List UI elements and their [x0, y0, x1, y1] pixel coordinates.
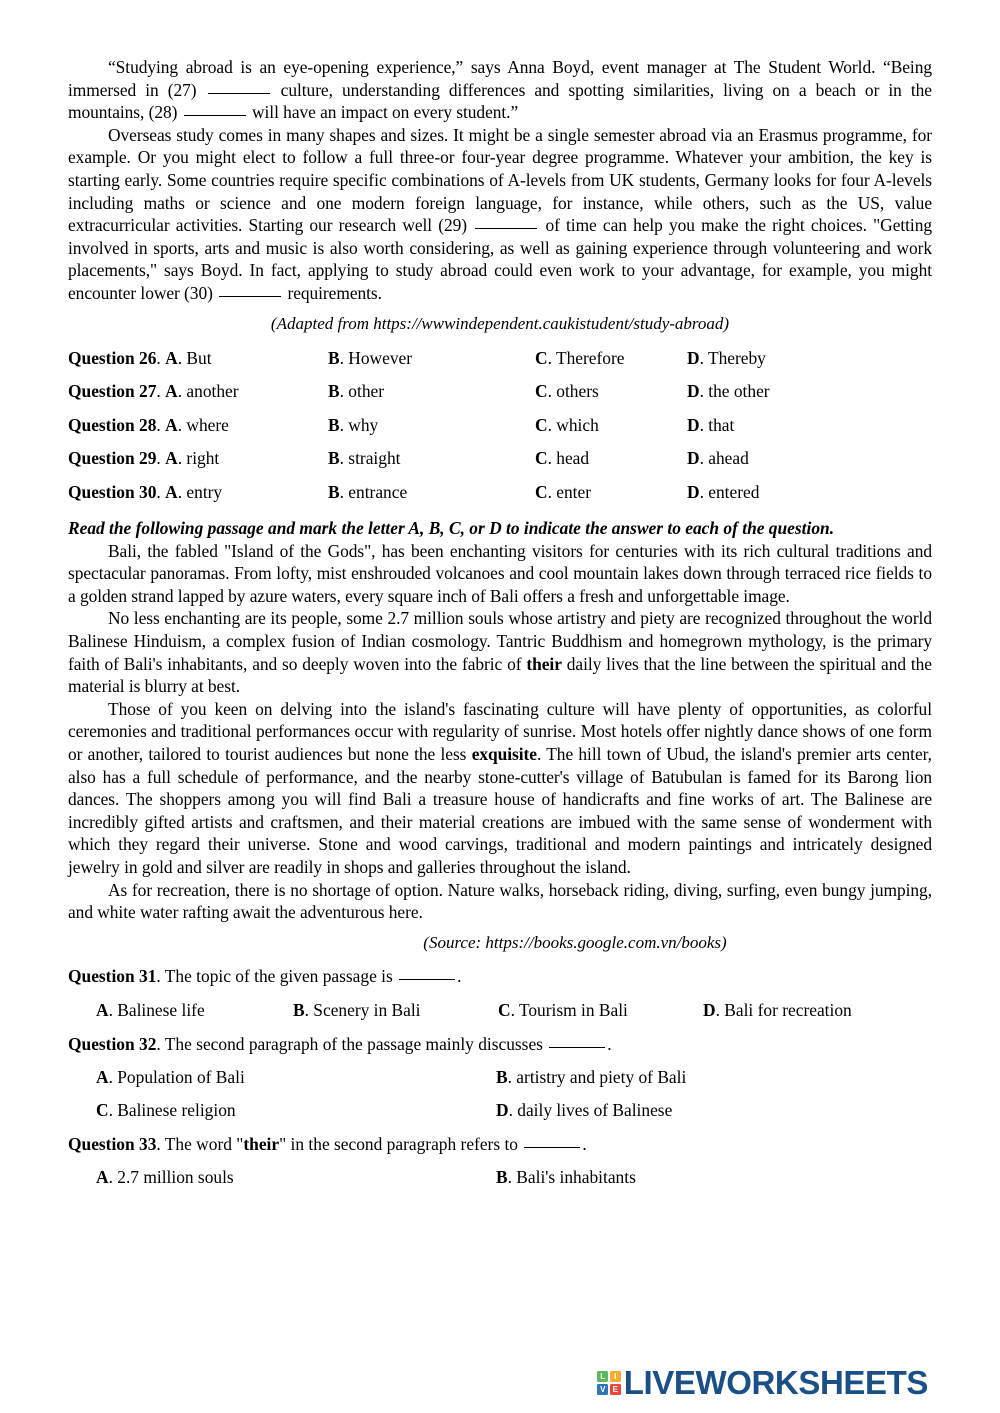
q29-option-c-letter: C	[535, 448, 548, 469]
blank-30	[219, 296, 281, 297]
q30-option-c-letter: C	[535, 481, 548, 502]
q32-option-c-text: . Balinese religion	[108, 1099, 236, 1120]
q31-option-b[interactable]	[293, 999, 498, 1021]
q31-label: Question 31	[68, 965, 157, 986]
passage2-par3-text-a: Those of you keen on delving into the island's fascinating culture will have plenty of opportunities, as colorful ceremonies and traditional performances occur with regularity of sunrise. Most hotels offer nightly dance shows of one form or another, tailored to tourist audiences but none the less	[68, 698, 932, 764]
q28-option-c-text: . which	[547, 414, 599, 435]
liveworksheets-logo-tiles	[597, 1371, 621, 1395]
q33-label: Question 33	[68, 1133, 157, 1154]
question-32-options-row-2[interactable]	[68, 1099, 932, 1121]
q31-option-c-letter: C	[498, 999, 511, 1020]
q33-option-b-letter: B	[496, 1166, 508, 1187]
q27-option-d-letter: D	[687, 381, 700, 402]
q27-option-c-letter: C	[535, 381, 548, 402]
blank-29	[475, 228, 537, 229]
q26-option-a-text: . But	[177, 347, 212, 368]
blank-q33	[524, 1147, 580, 1148]
question-row-29[interactable]	[68, 442, 932, 476]
logo-tile-l: L	[597, 1371, 608, 1382]
passage2-par2-bold-their: their	[526, 653, 562, 674]
q32-option-c-letter: C	[96, 1099, 109, 1120]
passage1-par2-text-b: of time can help you make the right choices. "Getting involved in sports, arts and music is also worth considering, as well as gaining experience through volunteering and work placements," says Boyd. In fact, applying to study abroad could even work to your advantage, for example, you might encounter lower (30)	[68, 215, 932, 303]
q30-option-c-text: . enter	[547, 481, 592, 502]
question-row-28[interactable]	[68, 409, 932, 443]
blank-q32	[549, 1047, 605, 1048]
q28-option-d-text: . that	[699, 414, 735, 435]
question-33-stem	[68, 1133, 932, 1155]
q26-option-d-text: . Thereby	[699, 347, 766, 368]
passage2-par2-text-a: No less enchanting are its people, some 2.7 million souls whose artistry and piety are recognized throughout the world Balinese Hinduism, a complex fusion of Indian cosmology. Tantric Buddhism and homegrown mythology, is the primary faith of Bali's inhabitants, and so deeply woven into the fabric of	[68, 608, 932, 674]
q27-option-c-text: . others	[547, 381, 599, 402]
q30-option-d-letter: D	[687, 481, 700, 502]
q31-option-b-letter: B	[293, 999, 305, 1020]
passage2-paragraph-1: Bali, the fabled "Island of the Gods", has been enchanting visitors for centuries with its rich cultural traditions and spectacular panoramas. From lofty, mist enshrouded volcanoes and cool mountain lakes down through terraced rice fields to a golden strand lapped by azure waters, every square inch of Bali offers a fresh and unforgettable image.	[68, 540, 932, 606]
q31-option-c[interactable]	[498, 999, 703, 1021]
question-33-options-row-1[interactable]	[68, 1166, 932, 1188]
q33-option-a-letter: A	[96, 1166, 109, 1187]
q28-option-b-text: . why	[339, 414, 379, 435]
q30-option-a-letter: A	[165, 481, 178, 502]
passage1-par1-text-c: will have an impact on every student.”	[252, 102, 519, 123]
passage1-par2-text-a: Overseas study comes in many shapes and sizes. It might be a single semester abroad via an Erasmus programme, for example. Or you might elect to follow a full three-or four-year degree programme. Whatever your ambition, the key is starting early. Some countries require specific combinations of A-levels from UK students, Germany looks for four A-levels including maths or science and one modern foreign language, for instance, while others, such as the US, value extracurricular activities. Starting our research well (29)	[68, 124, 932, 236]
logo-tile-e: E	[610, 1384, 621, 1395]
q29-option-a-letter: A	[165, 448, 178, 469]
q31-option-a-text: . Balinese life	[108, 999, 205, 1020]
q32-option-b-text: . artistry and piety of Bali	[507, 1066, 687, 1087]
q26-option-a-letter: A	[165, 347, 178, 368]
q27-number: Question 27	[68, 381, 157, 402]
q29-option-c-text: . head	[547, 448, 590, 469]
q30-sep: .	[156, 481, 161, 502]
question-31-options[interactable]	[68, 999, 932, 1021]
question-31-stem	[68, 965, 932, 987]
q31-stem-a: . The topic of the given passage is	[156, 965, 393, 986]
q33-stem-b: " in the second paragraph refers to	[279, 1133, 518, 1154]
q31-option-c-text: . Tourism in Bali	[510, 999, 628, 1020]
q30-option-b-text: . entrance	[339, 481, 408, 502]
q30-option-a-text: . entry	[177, 481, 223, 502]
blank-q31	[399, 979, 455, 980]
q27-sep: .	[156, 381, 161, 402]
q28-option-a-text: . where	[177, 414, 229, 435]
q28-number: Question 28	[68, 414, 157, 435]
q27-option-a-letter: A	[165, 381, 178, 402]
q29-sep: .	[156, 448, 161, 469]
q28-option-d-letter: D	[687, 414, 700, 435]
q29-option-b-letter: B	[328, 448, 340, 469]
question-row-30[interactable]	[68, 476, 932, 510]
passage2-par3-text-b: . The hill town of Ubud, the island's premier arts center, also has a full schedule of performance, and the nearby stone-cutter's village of Batubulan is famed for its Barong lion dances. The shoppers among you will find Bali a treasure house of handicrafts and fine works of art. The Balinese are incredibly gifted artists and craftsmen, and their material creations are imbued with the same sense of wonderment with which they regard their universe. Stone and wood carvings, traditional and modern paintings and intricately designed jewelry in gold and silver are readily in shops and galleries throughout the island.	[68, 743, 932, 877]
passage2-par2-text-b: daily lives that the line between the spiritual and the material is blurry at best.	[68, 653, 932, 697]
q32-option-d-letter: D	[496, 1099, 509, 1120]
q33-stem-c: .	[582, 1133, 587, 1154]
q31-stem-b: .	[457, 965, 462, 986]
q26-option-b-letter: B	[328, 347, 340, 368]
passage2-paragraph-3	[68, 698, 932, 879]
q32-option-a-text: . Population of Bali	[108, 1066, 245, 1087]
q31-option-d[interactable]	[703, 999, 932, 1021]
q27-option-a-text: . another	[177, 381, 239, 402]
q26-number: Question 26	[68, 347, 157, 368]
liveworksheets-logo[interactable]	[597, 1363, 928, 1403]
passage1-par1-text-b: culture, understanding differences and spotting similarities, living on a beach or in the mountains, (28)	[68, 79, 932, 123]
passage1-source: (Adapted from https://wwwindependent.caukistudent/study-abroad)	[270, 313, 730, 333]
q30-option-b-letter: B	[328, 481, 340, 502]
q32-option-a-letter: A	[96, 1066, 109, 1087]
q32-label: Question 32	[68, 1033, 157, 1054]
q28-sep: .	[156, 414, 161, 435]
passage2-par3-bold-exquisite: exquisite	[471, 743, 537, 764]
q30-option-d-text: . entered	[699, 481, 760, 502]
blank-27	[208, 93, 270, 94]
q31-option-a[interactable]	[96, 999, 293, 1021]
q31-option-b-text: . Scenery in Bali	[304, 999, 421, 1020]
q28-option-b-letter: B	[328, 414, 340, 435]
passage1-par1-text-a: “Studying abroad is an eye-opening experience,” says Anna Boyd, event manager at The Student World. “Being immersed in (27)	[68, 57, 932, 100]
q31-option-a-letter: A	[96, 999, 109, 1020]
q33-stem-a: . The word "	[156, 1133, 244, 1154]
q29-option-b-text: . straight	[339, 448, 401, 469]
q32-option-b-letter: B	[496, 1066, 508, 1087]
q28-option-a-letter: A	[165, 414, 178, 435]
passage1-par2-text-c: requirements.	[287, 282, 382, 303]
q26-option-d-letter: D	[687, 347, 700, 368]
q32-stem-b: .	[607, 1033, 612, 1054]
passage2-paragraph-2	[68, 607, 932, 697]
blank-28	[184, 115, 246, 116]
question-row-26[interactable]	[68, 342, 932, 376]
q33-option-a-text: . 2.7 million souls	[108, 1166, 234, 1187]
q32-option-d[interactable]	[496, 1099, 932, 1121]
q32-stem-a: . The second paragraph of the passage mainly discusses	[156, 1033, 543, 1054]
question-32-options-row-1[interactable]	[68, 1066, 932, 1088]
passage2-source: (Source: https://books.google.com.vn/books)	[423, 932, 727, 952]
question-row-27[interactable]	[68, 375, 932, 409]
reading-instruction: Read the following passage and mark the letter A, B, C, or D to indicate the answer to each of the question.	[68, 518, 835, 539]
questions-26-30-block	[68, 342, 932, 510]
passage2-paragraph-4: As for recreation, there is no shortage of option. Nature walks, horseback riding, diving, surfing, even bungy jumping, and white water rafting await the adventurous here.	[68, 879, 932, 923]
liveworksheets-wordmark: LIVEWORKSHEETS	[623, 1364, 928, 1401]
q31-option-d-letter: D	[703, 999, 716, 1020]
q27-option-b-text: . other	[339, 381, 385, 402]
q29-option-d-letter: D	[687, 448, 700, 469]
worksheet-page	[68, 0, 932, 1413]
q32-option-b[interactable]	[496, 1066, 932, 1088]
q26-option-b-text: . However	[339, 347, 413, 368]
q26-option-c-letter: C	[535, 347, 548, 368]
q32-option-d-text: . daily lives of Balinese	[508, 1099, 673, 1120]
q30-number: Question 30	[68, 481, 157, 502]
q26-sep: .	[156, 347, 161, 368]
q33-stem-bold-their: their	[243, 1133, 280, 1154]
q27-option-d-text: . the other	[699, 381, 770, 402]
q31-option-d-text: . Bali for recreation	[715, 999, 852, 1020]
q29-option-d-text: . ahead	[699, 448, 749, 469]
q26-option-c-text: . Therefore	[547, 347, 625, 368]
question-32-stem	[68, 1033, 932, 1055]
q32-option-c[interactable]	[96, 1099, 496, 1121]
q33-option-b-text: . Bali's inhabitants	[507, 1166, 636, 1187]
passage1-paragraph-2	[68, 124, 932, 305]
logo-tile-i: I	[610, 1371, 621, 1382]
q33-option-a[interactable]	[96, 1166, 496, 1188]
passage1-paragraph-1	[68, 56, 932, 124]
q32-option-a[interactable]	[96, 1066, 496, 1088]
q29-number: Question 29	[68, 448, 157, 469]
q28-option-c-letter: C	[535, 414, 548, 435]
logo-tile-v: V	[597, 1384, 608, 1395]
q33-option-b[interactable]	[496, 1166, 932, 1188]
q29-option-a-text: . right	[177, 448, 220, 469]
q27-option-b-letter: B	[328, 381, 340, 402]
